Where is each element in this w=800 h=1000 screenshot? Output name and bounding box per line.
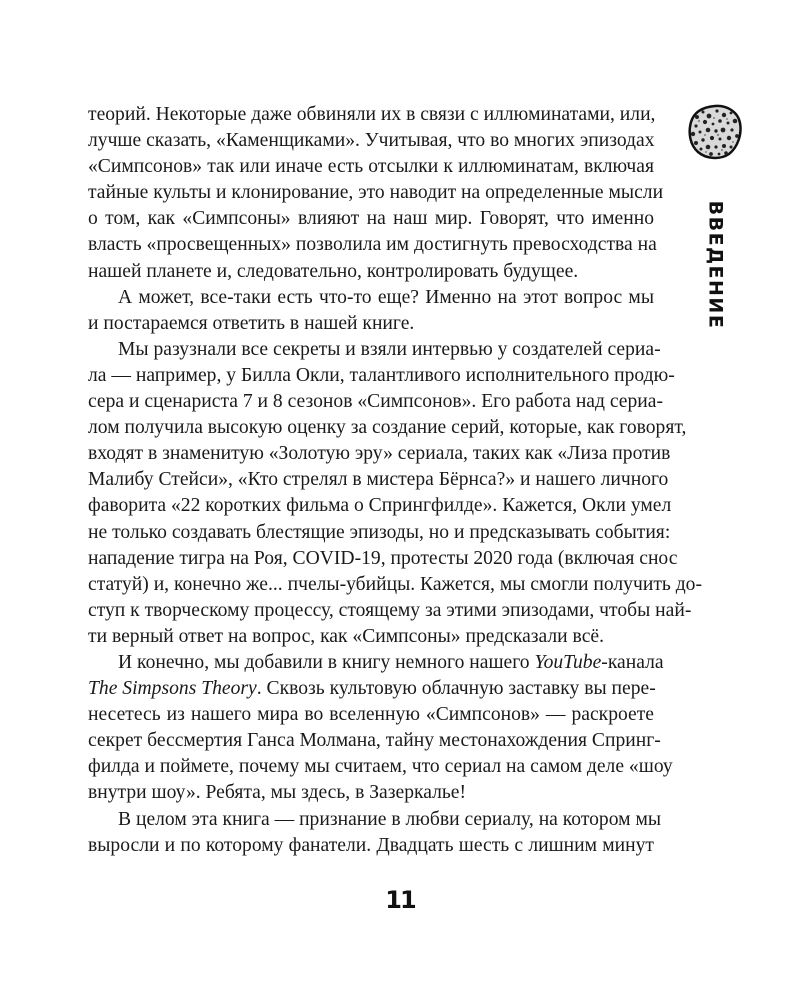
text-line: лучше сказать, «Каменщиками». Учитывая, что во многих эпизодах xyxy=(88,130,655,152)
text-line: несетесь из нашего мира во вселенную «Симпсонов» — раскроете xyxy=(88,704,654,726)
text-line: выросли и по которому фанатели. Двадцать шесть с лишним минут xyxy=(88,834,654,856)
text-line: власть «просвещенных» позволила им достигнуть превосходства на xyxy=(88,234,657,256)
text-line: «Симпсонов» так или иначе есть отсылки к иллюминатам, включая xyxy=(88,156,654,178)
text-line xyxy=(88,676,654,702)
text-run: . Сквозь культовую облачную заставку вы пере- xyxy=(256,678,656,700)
paragraph xyxy=(88,807,662,859)
text-line: ступ к творческому процессу, стоящему за этими эпизодами, чтобы най- xyxy=(88,599,692,621)
text-line: секрет бессмертия Ганса Молмана, тайну местонахождения Спринг- xyxy=(88,730,661,752)
text-line: нашей планете и, следовательно, контролировать будущее. xyxy=(88,260,579,282)
page-number: 11 xyxy=(385,886,415,914)
text-run: -канала xyxy=(601,651,664,673)
paragraph xyxy=(88,337,703,650)
paragraph xyxy=(88,650,673,807)
section-label-text: ВВЕДЕНИЕ xyxy=(704,200,727,330)
text-line: Мы разузнали все секреты и взяли интервью у создателей сериа- xyxy=(118,338,661,360)
text-line: внутри шоу». Ребята, мы здесь, в Зазеркалье! xyxy=(88,782,467,804)
speckled-stone-icon xyxy=(687,103,743,161)
text-line: лом получила высокую оценку за создание серий, которые, как говорят, xyxy=(88,417,687,439)
text-line: сера и сценариста 7 и 8 сезонов «Симпсонов». Его работа над сериа- xyxy=(88,391,664,413)
text-line: статуй) и, конечно же... пчелы-убийцы. Кажется, мы смогли получить до- xyxy=(88,573,703,595)
text-line: теорий. Некоторые даже обвиняли их в связи с иллюминатами, или, xyxy=(88,104,656,125)
text-line xyxy=(88,650,664,676)
text-line: не только создавать блестящие эпизоды, но и предсказывать события: xyxy=(88,521,671,543)
italic-title: YouTube xyxy=(534,651,602,673)
italic-title: The Simpsons Theory xyxy=(88,678,257,700)
body-text xyxy=(88,102,703,859)
text-line: о том, как «Симпсоны» влияют на наш мир. Говорят, что именно xyxy=(88,208,654,230)
paragraph xyxy=(88,102,664,285)
text-line: филда и поймете, почему мы считаем, что сериал на самом деле «шоу xyxy=(88,756,673,778)
text-line: В целом эта книга — признание в любви сериалу, на котором мы xyxy=(118,808,662,830)
text-line: ла — например, у Билла Окли, талантливого исполнительного продю- xyxy=(88,364,675,386)
text-line: фаворита «22 коротких фильма о Спрингфилде». Кажется, Окли умел xyxy=(88,495,672,517)
text-run: И конечно, мы добавили в книгу немного нашего xyxy=(118,651,535,673)
section-label xyxy=(700,200,730,330)
paragraph xyxy=(88,285,654,337)
text-line: ти верный ответ на вопрос, как «Симпсоны» предсказали всё. xyxy=(88,625,604,647)
text-line: Малибу Стейси», «Кто стрелял в мистера Бёрнса?» и нашего личного xyxy=(88,469,669,491)
text-line: тайные культы и клонирование, это наводит на определенные мысли xyxy=(88,182,664,204)
text-line: нападение тигра на Роя, COVID-19, протесты 2020 года (включая снос xyxy=(88,547,678,569)
text-line: и постараемся ответить в нашей книге. xyxy=(88,312,415,334)
text-line: входят в знаменитую «Золотую эру» сериала, таких как «Лиза против xyxy=(88,443,671,465)
text-line: А может, все-таки есть что-то еще? Именно на этот вопрос мы xyxy=(118,286,654,308)
